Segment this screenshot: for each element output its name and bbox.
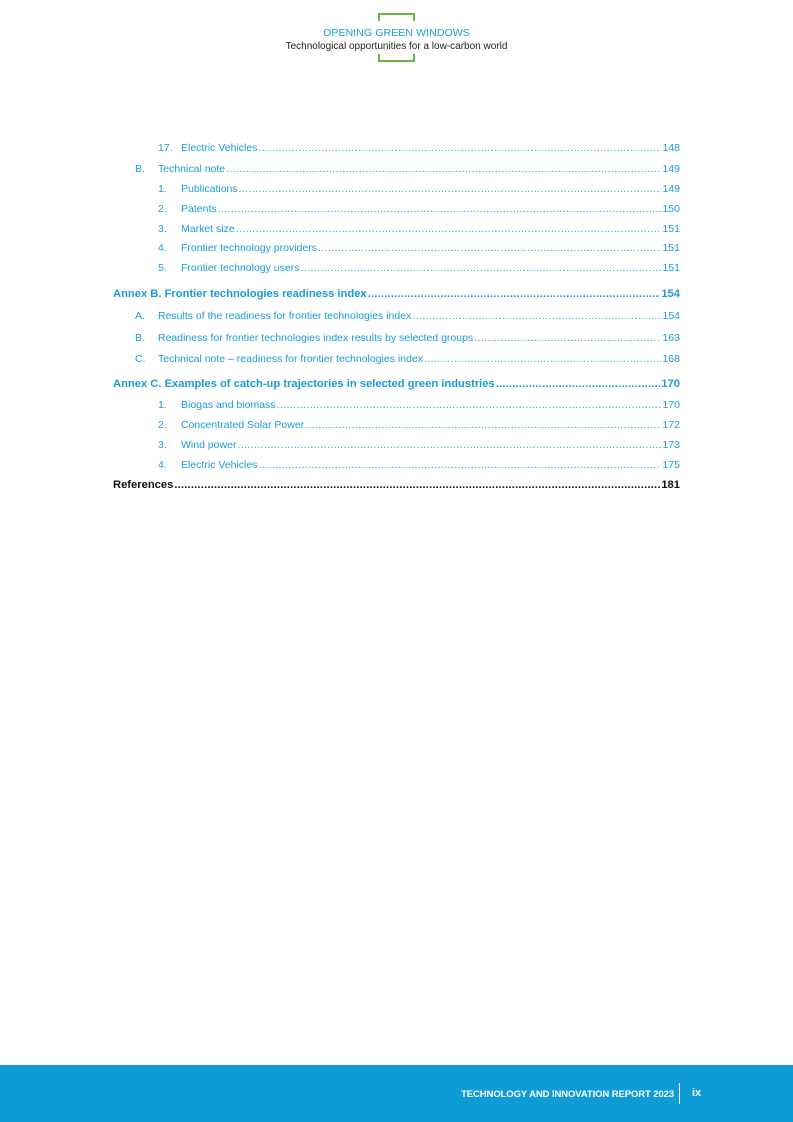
toc-page: 149 <box>662 163 680 175</box>
toc-label: Technical note <box>158 163 226 175</box>
toc-entry[interactable] <box>135 332 680 346</box>
toc-entry[interactable] <box>158 223 680 237</box>
toc-number: 1. <box>158 183 167 195</box>
toc-page: 154 <box>661 288 680 300</box>
toc-leader <box>300 262 661 274</box>
toc-leader <box>412 310 661 322</box>
toc-page: 181 <box>661 479 680 491</box>
footer-report-label: TECHNOLOGY AND INNOVATION REPORT <box>461 1089 654 1100</box>
header-bracket-bottom <box>378 54 415 62</box>
toc-leader <box>226 163 661 175</box>
toc-number: 3. <box>158 439 167 451</box>
toc-leader <box>277 399 662 411</box>
toc-number: 2. <box>158 203 167 215</box>
toc-label: Market size <box>181 223 235 235</box>
page-number: ix <box>692 1087 702 1099</box>
toc-entry[interactable] <box>158 419 680 433</box>
toc-label: Electric Vehicles <box>181 142 258 154</box>
toc-references[interactable] <box>113 479 680 494</box>
toc-label: Frontier technology users <box>181 262 300 274</box>
toc-leader <box>237 439 661 451</box>
toc-number: 17. <box>158 142 173 154</box>
toc-label: References <box>113 479 174 491</box>
toc-entry[interactable] <box>158 183 680 197</box>
toc-label: Frontier technology providers <box>181 242 317 254</box>
toc-page: 170 <box>662 399 680 411</box>
toc-number: B. <box>135 163 145 175</box>
toc-number: 4. <box>158 242 167 254</box>
toc-leader <box>239 183 662 195</box>
toc-leader <box>474 332 661 344</box>
toc-label: Concentrated Solar Power <box>181 419 305 431</box>
toc-number: B. <box>135 332 145 344</box>
toc-leader <box>236 223 662 235</box>
toc-number: 3. <box>158 223 167 235</box>
toc-leader <box>368 288 661 300</box>
toc-leader <box>258 459 661 471</box>
toc-entry[interactable] <box>135 353 680 367</box>
toc-number: 2. <box>158 419 167 431</box>
toc-label: Annex B. Frontier technologies readiness index <box>113 288 367 300</box>
report-subtitle: Technological opportunities for a low-carbon world <box>285 41 508 52</box>
toc-leader <box>305 419 661 431</box>
toc-annex-c[interactable] <box>113 378 680 393</box>
toc-leader <box>258 142 661 154</box>
toc-entry[interactable] <box>158 262 680 276</box>
toc-page: 173 <box>662 439 680 451</box>
toc-entry[interactable] <box>158 399 680 413</box>
toc-entry[interactable] <box>158 203 680 217</box>
toc-leader <box>496 378 661 390</box>
toc-entry[interactable] <box>135 310 680 324</box>
toc-leader <box>174 479 660 491</box>
toc-number: C. <box>135 353 146 365</box>
footer-divider <box>679 1083 680 1104</box>
toc-label: Technical note – readiness for frontier technologies index <box>158 353 423 365</box>
toc-entry[interactable] <box>158 242 680 256</box>
toc-number: A. <box>135 310 145 322</box>
toc-label: Readiness for frontier technologies index results by selected groups <box>158 332 474 344</box>
toc-page: 149 <box>662 183 680 195</box>
toc-page: 151 <box>662 262 680 274</box>
toc-leader <box>318 242 661 254</box>
report-title: OPENING GREEN WINDOWS <box>323 27 470 39</box>
page-header <box>0 0 793 70</box>
toc-leader <box>218 203 662 215</box>
toc-label: Electric Vehicles <box>181 459 258 471</box>
toc-page: 154 <box>662 310 680 322</box>
toc-page: 163 <box>662 332 680 344</box>
toc-page: 148 <box>662 142 680 154</box>
toc-page: 172 <box>662 419 680 431</box>
toc-entry[interactable] <box>158 142 680 156</box>
page-footer <box>0 1065 793 1122</box>
toc-number: 5. <box>158 262 167 274</box>
toc-page: 175 <box>662 459 680 471</box>
toc-label: Biogas and biomass <box>181 399 276 411</box>
toc-page: 151 <box>662 223 680 235</box>
toc-label: Annex C. Examples of catch-up trajectories in selected green industries <box>113 378 495 390</box>
toc-label: Publications <box>181 183 238 195</box>
toc-leader <box>424 353 661 365</box>
toc-entry[interactable] <box>158 439 680 453</box>
toc-annex-b[interactable] <box>113 288 680 303</box>
footer-report-name <box>461 1089 674 1100</box>
toc-entry[interactable] <box>135 163 680 177</box>
toc-label: Wind power <box>181 439 237 451</box>
footer-year: 2023 <box>653 1089 674 1100</box>
toc-page: 151 <box>662 242 680 254</box>
toc-label: Patents <box>181 203 217 215</box>
toc-page: 168 <box>662 353 680 365</box>
toc-number: 1. <box>158 399 167 411</box>
header-bracket-top <box>378 13 415 21</box>
toc-label: Results of the readiness for frontier technologies index <box>158 310 412 322</box>
toc-entry[interactable] <box>158 459 680 473</box>
toc-page: 170 <box>661 378 680 390</box>
toc-page: 150 <box>662 203 680 215</box>
toc-number: 4. <box>158 459 167 471</box>
